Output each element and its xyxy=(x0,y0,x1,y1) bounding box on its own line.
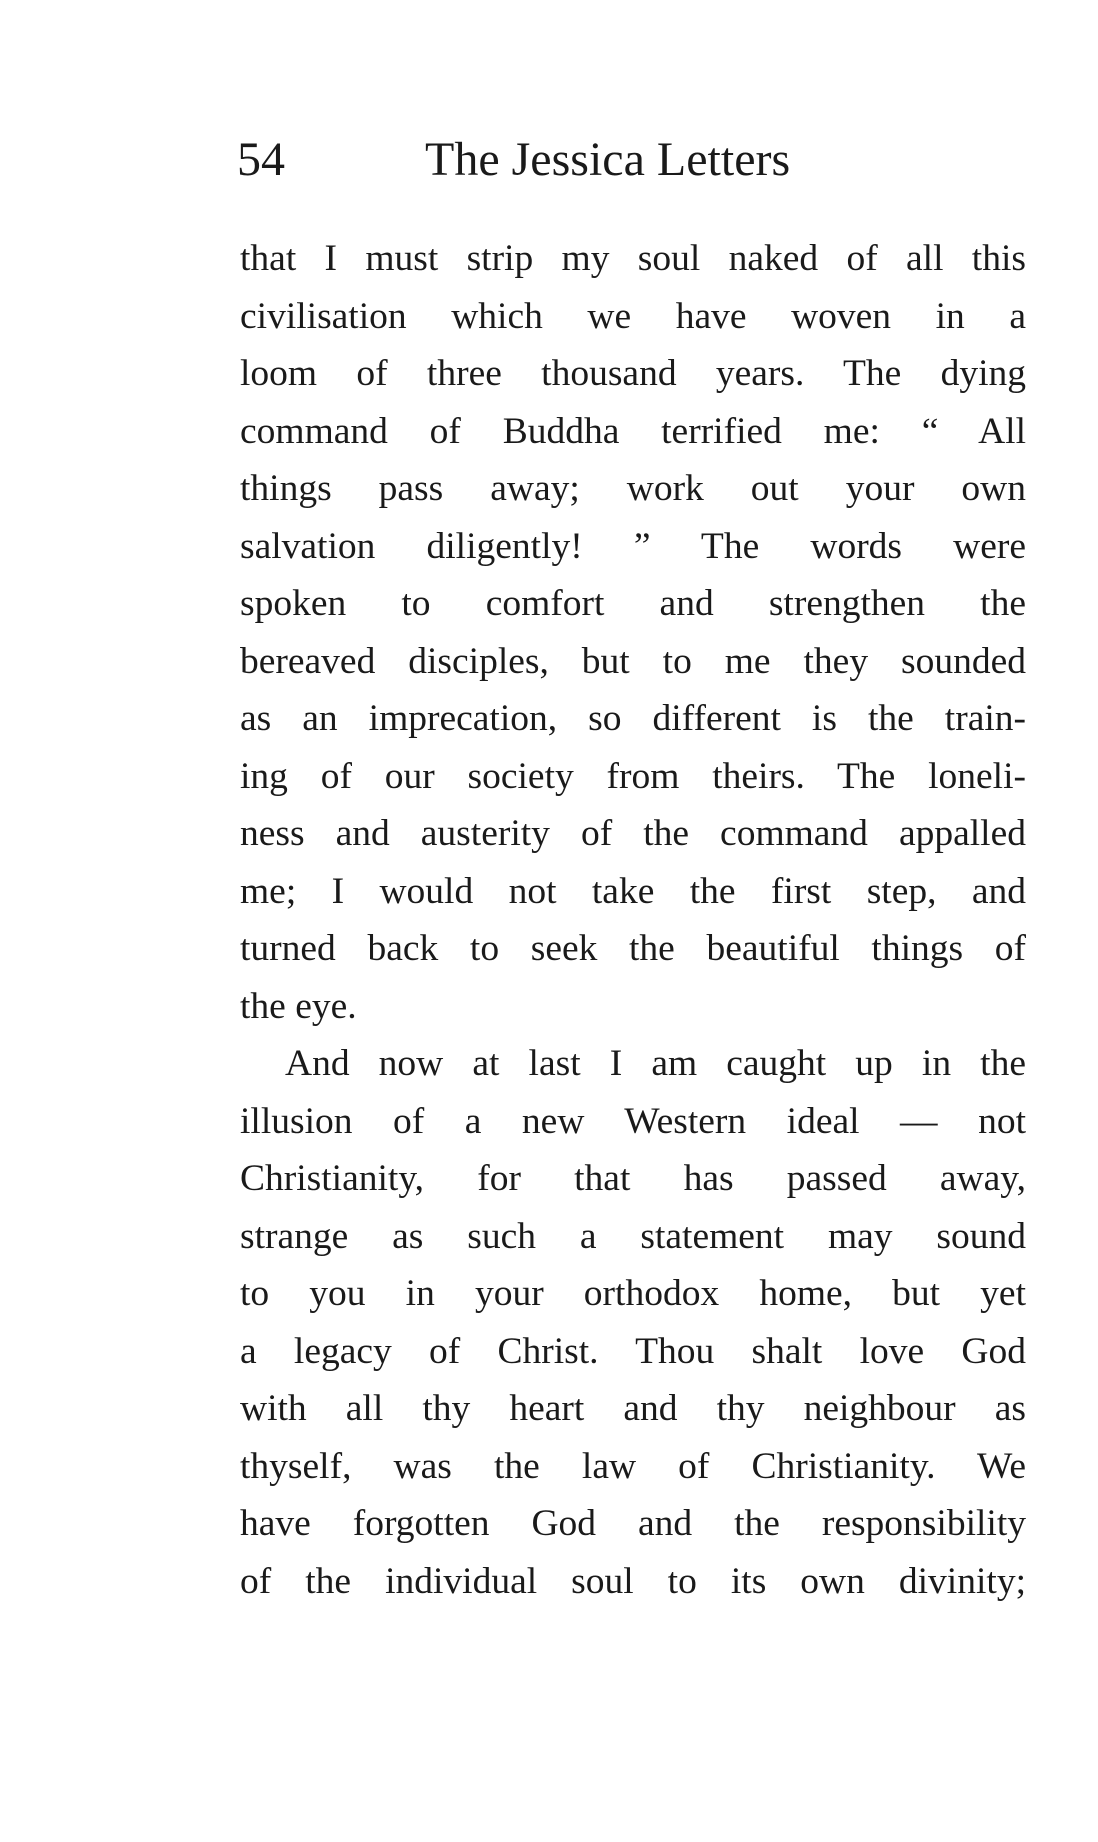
text-line: thyself, was the law of Christianity. We xyxy=(240,1445,1026,1487)
text-line: the eye. xyxy=(240,985,357,1027)
text-line: command of Buddha terrified me: “ All xyxy=(240,410,1026,452)
book-title: The Jessica Letters xyxy=(425,133,791,186)
text-line: illusion of a new Western ideal — not xyxy=(240,1100,1026,1142)
text-line: loom of three thousand years. The dying xyxy=(240,353,1026,394)
text-line: spoken to comfort and strengthen the xyxy=(240,583,1026,624)
text-line: things pass away; work out your own xyxy=(240,468,1026,509)
text-line: have forgotten God and the responsibility xyxy=(240,1503,1026,1544)
text-line: Christianity, for that has passed away, xyxy=(240,1158,1026,1199)
text-line: a legacy of Christ. Thou shalt love God xyxy=(240,1330,1026,1372)
text-line: salvation diligently! ” The words were xyxy=(240,525,1026,567)
text-line: strange as such a statement may sound xyxy=(240,1215,1026,1257)
text-line: me; I would not take the first step, and xyxy=(240,870,1026,912)
text-line: civilisation which we have woven in a xyxy=(240,295,1026,337)
text-line: turned back to seek the beautiful things of xyxy=(240,928,1026,969)
text-line: to you in your orthodox home, but yet xyxy=(240,1273,1026,1314)
running-head xyxy=(237,120,1037,200)
text-line: bereaved disciples, but to me they sounded xyxy=(240,640,1026,682)
text-line: with all thy heart and thy neighbour as xyxy=(240,1388,1026,1429)
text-line: ing of our society from theirs. The loneli- xyxy=(240,755,1026,797)
text-line: as an imprecation, so different is the train- xyxy=(240,698,1026,739)
text-line: ness and austerity of the command appalled xyxy=(240,813,1026,854)
text-line: that I must strip my soul naked of all this xyxy=(240,238,1026,279)
page-number: 54 xyxy=(237,133,285,186)
text-line: And now at last I am caught up in the xyxy=(285,1043,1026,1084)
body-text xyxy=(240,230,1026,1610)
text-line: of the individual soul to its own divinity; xyxy=(240,1560,1026,1602)
